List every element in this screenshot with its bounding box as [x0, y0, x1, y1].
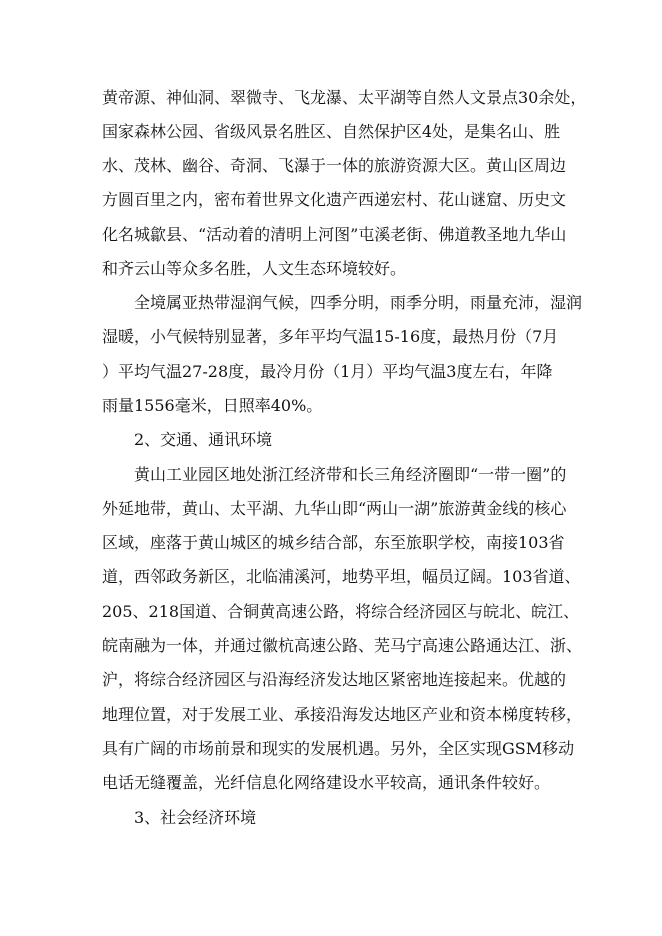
- text-line: 化名城歙县、“活动着的清明上河图”屯溪老街、佛道教圣地九华山: [102, 225, 567, 244]
- text-line: 区域，座落于黄山城区的城乡结合部，东至旅职学校，南接103省: [102, 533, 565, 552]
- section-heading: 2、交通、通讯环境: [134, 430, 273, 449]
- text-line: 道，西邻政务新区，北临浦溪河，地势平坦，幅员辽阔。103省道、: [102, 567, 581, 586]
- text-line: 方圆百里之内，密布着世界文化遗产西递宏村、花山谜窟、历史文: [102, 190, 567, 209]
- text-line: 205、218国道、合铜黄高速公路，将综合经济园区与皖北、皖江、: [102, 602, 580, 621]
- text-line: 皖南融为一体，并通过徽杭高速公路、芜马宁高速公路通达江、浙、: [102, 636, 583, 655]
- section-heading: 3、社会经济环境: [134, 808, 257, 827]
- text-line: 沪，将综合经济园区与沿海经济发达地区紧密地连接起来。优越的: [102, 670, 567, 689]
- text-line: 黄帝源、神仙洞、翠微寺、飞龙瀑、太平湖等自然人文景点30余处，: [102, 88, 587, 107]
- text-line: 湿暖，小气候特别显著，多年平均气温15-16度，最热月份（7月: [102, 327, 559, 346]
- text-line: 地理位置，对于发展工业、承接沿海发达地区产业和资本梯度转移，: [102, 705, 583, 724]
- text-line: 雨量1556毫米，日照率40%。: [102, 396, 323, 415]
- paragraph-first-line: 全境属亚热带湿润气候，四季分明，雨季分明，雨量充沛，湿润: [134, 293, 583, 312]
- text-line: 外延地带，黄山、太平湖、九华山即“两山一湖”旅游黄金线的核心: [102, 499, 567, 518]
- text-line: 具有广阔的市场前景和现实的发展机遇。另外，全区实现GSM移动: [102, 739, 575, 758]
- text-line: 水、茂林、幽谷、奇洞、飞瀑于一体的旅游资源大区。黄山区周边: [102, 156, 567, 175]
- text-line: 电话无缝覆盖，光纤信息化网络建设水平较高，通讯条件较好。: [102, 773, 551, 792]
- text-line: 国家森林公园、省级风景名胜区、自然保护区4处，是集名山、胜: [102, 122, 561, 141]
- text-line: ）平均气温27-28度，最冷月份（1月）平均气温3度左右，年降: [102, 362, 553, 381]
- paragraph-first-line: 黄山工业园区地处浙江经济带和长三角经济圈即“一带一圈”的: [134, 465, 567, 484]
- text-line: 和齐云山等众多名胜，人文生态环境较好。: [102, 259, 407, 278]
